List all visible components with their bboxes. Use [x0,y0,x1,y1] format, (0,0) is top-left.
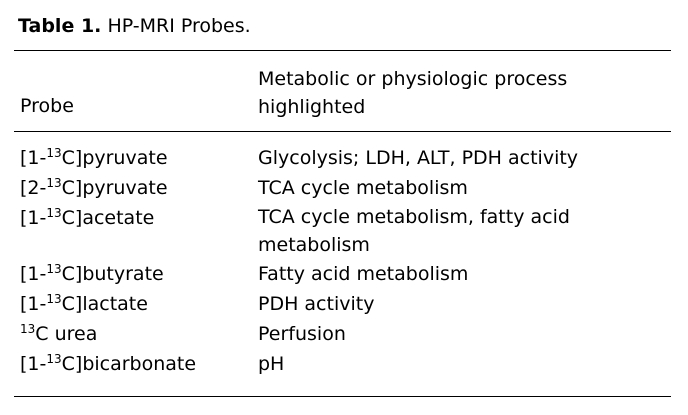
probe-cell: [1-$^{13}$C]acetate [20,206,155,229]
table-label: Table 1. [18,15,102,37]
header-rule [14,131,671,132]
column-header-process: Metabolic or physiologic process highlighted [258,68,568,118]
process-cell: TCA cycle metabolism, fatty acid metabolism [258,206,570,256]
process-cell: Fatty acid metabolism [258,263,469,285]
probe-cell: [2-$^{13}$C]pyruvate [20,176,168,199]
probe-cell: [1-$^{13}$C]pyruvate [20,146,168,169]
process-cell: Glycolysis; LDH, ALT, PDH activity [258,147,579,169]
table-title: HP-MRI Probes. [107,15,251,37]
table-caption [18,14,251,38]
probe-cell: $^{13}$C urea [20,322,98,345]
table-row [20,289,670,319]
process-cell: PDH activity [258,293,375,315]
table-row [20,349,670,379]
process-cell: Perfusion [258,323,346,345]
bottom-rule [14,396,671,397]
table-row [20,143,670,173]
table-row [20,203,670,259]
process-cell: pH [258,353,285,375]
table-row [20,319,670,349]
table-row [20,173,670,203]
top-rule [14,50,671,51]
probe-cell: [1-$^{13}$C]bicarbonate [20,352,197,375]
probe-cell: [1-$^{13}$C]butyrate [20,262,164,285]
process-cell: TCA cycle metabolism [258,177,468,199]
table-row [20,259,670,289]
column-header-probe: Probe [20,95,74,117]
table-body [20,143,670,379]
probe-cell: [1-$^{13}$C]lactate [20,292,148,315]
